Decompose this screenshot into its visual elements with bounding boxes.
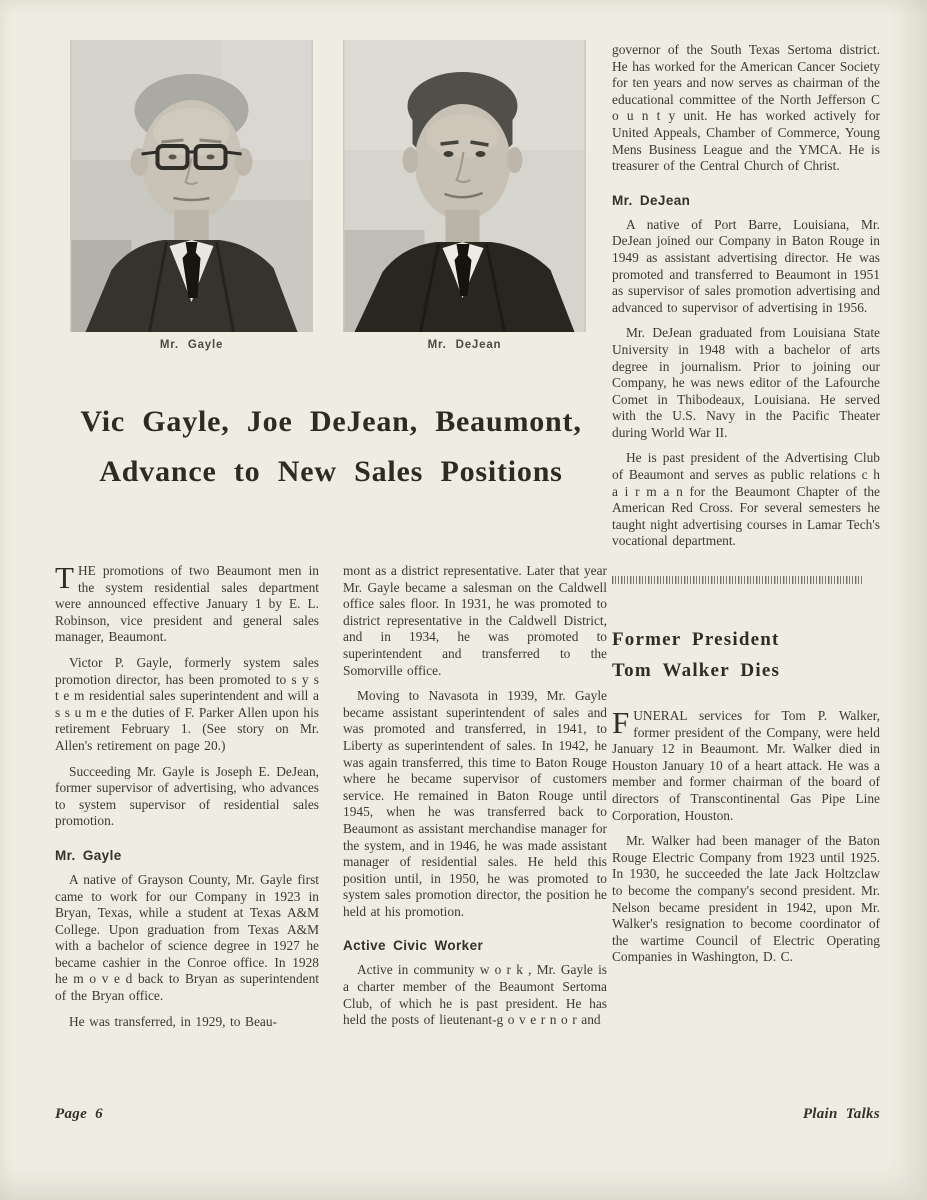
paragraph: Moving to Navasota in 1939, Mr. Gayle became assistant superintendent of sales and was promoted and transferred, in 1941, to Liberty as superintendent of sales. In 1942, he was again transferred, this time to Baton Rouge where he became supervisor of customers service. He remained in Baton Rouge until 1945, when he was transferred back to Beaumont as assistant merchandise manager for the system, and in 1946, he was made assistant manager of residential sales. He held this position until, in 1950, he was promoted to system sales promotion director, the position he held at his promotion. xyxy=(343,688,607,919)
body-columns xyxy=(55,560,607,1030)
article-headline xyxy=(55,397,607,497)
photos-row xyxy=(55,40,607,332)
paragraph: He was transferred, in 1929, to Beau- xyxy=(69,1013,277,1029)
story2-title xyxy=(612,624,880,686)
paragraph: He is past president of the Advertising Club of Beaumont and serves as public relations c h a i r m a n for the Beaumont Chapter of the American Red Cross. For several semesters he taught night advertising courses in Lamar Tech's vocational department. xyxy=(612,450,880,549)
dejean-portrait-illustration xyxy=(343,40,586,332)
paragraph-lead xyxy=(55,560,319,646)
page-number: Page 6 xyxy=(55,1106,103,1122)
page-footer xyxy=(55,1106,880,1123)
story2-title-line-1: Former President xyxy=(612,629,780,651)
paragraph: A native of Grayson County, Mr. Gayle first came to work for our Company in 1923 in Bryan, Texas, while a student at Texas A&M College. Upon graduation from Texas A&M with a bachelor of science degree in 1927 he became cashier in the Conroe office. In 1928 he m o v e d back to Bryan as superintendent of the Bryan office. xyxy=(55,871,319,1004)
paragraph: Mr. DeJean graduated from Louisiana State University in 1948 with a bachelor of arts degree in journalism. Prior to joining our Company, he was news editor of the Lafourche Comet in Thibodeaux, Louisiana. He served with the U.S. Navy in the Pacific Theater during World War II. xyxy=(612,325,880,440)
paragraph-text: UNERAL services for Tom P. Walker, former president of the Company, were held January 12 in Beaumont. Mr. Walker died in Houston January 10 of a heart attack. He was a member and former chairman of the board of directors of Transcontinental Gas Pipe Line Corporation, Houston. xyxy=(612,708,880,823)
headline-line-1: Vic Gayle, Joe DeJean, Beaumont, xyxy=(80,405,582,438)
photo-caption-gayle: Mr. Gayle xyxy=(159,339,224,351)
headline-line-2: Advance to New Sales Positions xyxy=(99,455,563,488)
column-1 xyxy=(55,560,319,1030)
story2-title-line-2: Tom Walker Dies xyxy=(612,660,781,682)
gayle-portrait-illustration xyxy=(70,40,313,332)
paragraph: Mr. Walker had been manager of the Baton Rouge Electric Company from 1923 until 1925. In 1930, he succeeded the late Jack Holtzclaw to become the company's second president. Mr. Nelson became president in 1942, upon Mr. Walker's resignation to become coordinator of the wartime Council of Electric Operating Companies in Washington, D. C. xyxy=(612,833,880,965)
paragraph-text: HE promotions of two Beaumont men in the system residential sales department were announced effective January 1 by E. L. Robinson, vice president and general sales manager, Beaumont. xyxy=(55,563,319,645)
drop-cap-t: T xyxy=(55,560,74,595)
left-layout-region xyxy=(55,40,607,1030)
column-2 xyxy=(343,563,607,1030)
paragraph: Succeeding Mr. Gayle is Joseph E. DeJean, former supervisor of advertising, who advances to system supervisor of residential sales promotion. xyxy=(55,763,319,829)
publication-name: Plain Talks xyxy=(802,1106,880,1122)
paragraph-lead xyxy=(612,705,880,824)
paragraph: A native of Port Barre, Louisiana, Mr. DeJean joined our Company in Baton Rouge in 1949 as assistant advertising director. He was promoted and transferred to Beaumont in 1951 as supervisor of sales promotion advertising and advanced to supervisor of advertising in 1956. xyxy=(612,216,880,315)
subhead-active-civic-worker: Active Civic Worker xyxy=(343,938,484,954)
portrait-photo-dejean xyxy=(343,40,586,332)
portrait-photo-gayle xyxy=(70,40,313,332)
paragraph-continuation: mont as a district representative. Later that year Mr. Gayle became a salesman on the Caldwell office sales floor. In 1931, he was promoted to district representative in the Caldwell District, and in 1934, he was promoted to superintendent and transferred to the Somorville office. xyxy=(343,563,607,678)
photo-caption-dejean: Mr. DeJean xyxy=(427,339,502,351)
captions-row xyxy=(55,339,607,351)
paragraph: Active in community w o r k , Mr. Gayle is a charter member of the Beaumont Sertoma Club, of which he is past president. He has held the posts of lieutenant-g o v e r n o r and xyxy=(343,962,607,1028)
subhead-mr-gayle: Mr. Gayle xyxy=(55,847,122,863)
column-3 xyxy=(612,42,880,966)
drop-cap-f: F xyxy=(612,705,630,741)
paragraph: Victor P. Gayle, formerly system sales promotion director, has been promoted to s y s t e m residential sales superintendent and will a s s u m e the duties of F. Parker Allen upon his retirement February 1. (See story on Mr. Allen's retirement on page 20.) xyxy=(55,654,319,753)
subhead-mr-dejean: Mr. DeJean xyxy=(612,192,691,208)
section-divider-ticks xyxy=(612,576,864,584)
paragraph-continuation: governor of the South Texas Sertoma district. He has worked for the American Cancer Society for ten years and now serves as chairman of the educational committee of the North Jefferson C o u n t y unit. He has worked actively for United Appeals, Chamber of Commerce, Young Mens Business League and the YMCA. He is treasurer of the Central Church of Christ. xyxy=(612,42,880,174)
